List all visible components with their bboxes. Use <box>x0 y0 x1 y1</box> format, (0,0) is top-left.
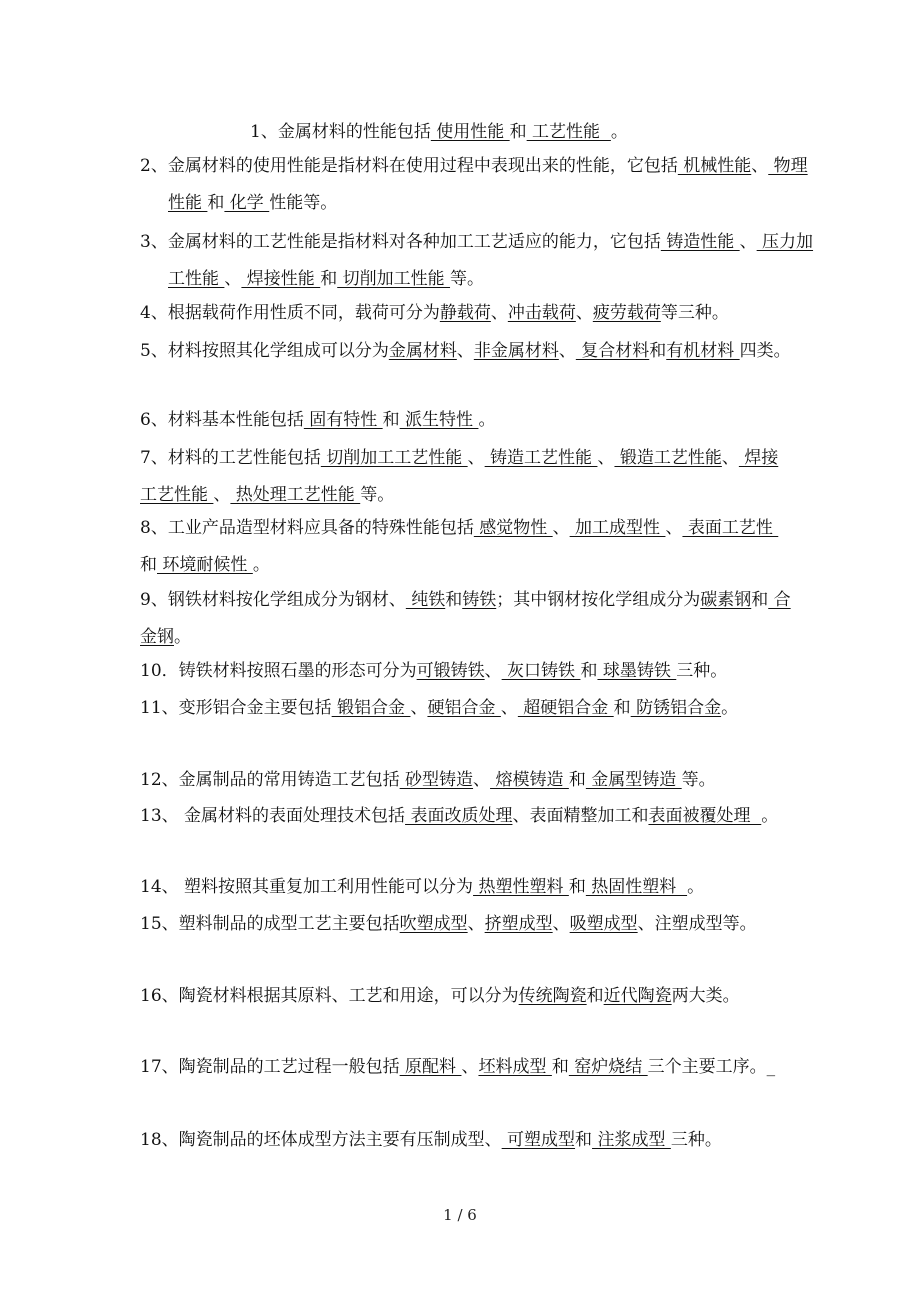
question-7: 7、材料的工艺性能包括 切削加工工艺性能 、 铸造工艺性能 、 锻造工艺性能、 焊接工艺性能 、 热处理工艺性能 等。 <box>140 448 779 505</box>
question-1: 1、金属材料的性能包括 使用性能 和 工艺性能 。 <box>250 122 628 142</box>
question-14: 14、 塑料按照其重复加工利用性能可以分为 热塑性塑料 和 热固性塑料 。 <box>140 877 705 897</box>
page-number: 1 / 6 <box>443 1206 477 1224</box>
question-4: 4、根据载荷作用性质不同，载荷可分为静载荷、冲击载荷、疲劳载荷等三种。 <box>140 303 729 323</box>
question-3: 3、金属材料的工艺性能是指材料对各种加工工艺适应的能力，它包括 铸造性能 、 压力加工性能 、 焊接性能 和 切削加工性能 等。 <box>140 232 814 289</box>
question-15: 15、塑料制品的成型工艺主要包括吹塑成型、挤塑成型、吸塑成型、注塑成型等。 <box>140 914 757 934</box>
question-13: 13、 金属材料的表面处理技术包括 表面改质处理、表面精整加工和表面被覆处理 。 <box>140 806 779 826</box>
question-2: 2、金属材料的使用性能是指材料在使用过程中表现出来的性能，它包括 机械性能、 物理性能 和 化学 性能等。 <box>140 156 808 213</box>
question-17: 17、陶瓷制品的工艺过程一般包括 原配料 、坯料成型 和 窑炉烧结 三个主要工序。_ <box>140 1057 776 1077</box>
question-16: 16、陶瓷材料根据其原料、工艺和用途，可以分为传统陶瓷和近代陶瓷两大类。 <box>140 986 740 1006</box>
question-11: 11、变形铝合金主要包括 锻铝合金 、硬铝合金 、 超硬铝合金 和 防锈铝合金。 <box>140 698 739 718</box>
question-12: 12、金属制品的常用铸造工艺包括 砂型铸造、 熔模铸造 和 金属型铸造 等。 <box>140 770 716 790</box>
question-8: 8、工业产品造型材料应具备的特殊性能包括 感觉物性 、 加工成型性 、 表面工艺性 和 环境耐候性 。 <box>140 518 779 575</box>
question-6: 6、材料基本性能包括 固有特性 和 派生特性 。 <box>140 410 496 430</box>
question-10: 10．铸铁材料按照石墨的形态可分为可锻铸铁、 灰口铸铁 和 球墨铸铁 三种。 <box>140 661 728 681</box>
question-9: 9、钢铁材料按化学组成分为钢材、 纯铁和铸铁；其中钢材按化学组成分为碳素钢和 合金钢。 <box>140 590 791 647</box>
question-5: 5、材料按照其化学组成可以分为金属材料、非金属材料、 复合材料和有机材料 四类。 <box>140 341 791 361</box>
question-18: 18、陶瓷制品的坯体成型方法主要有压制成型、 可塑成型和 注浆成型 三种。 <box>140 1130 722 1150</box>
